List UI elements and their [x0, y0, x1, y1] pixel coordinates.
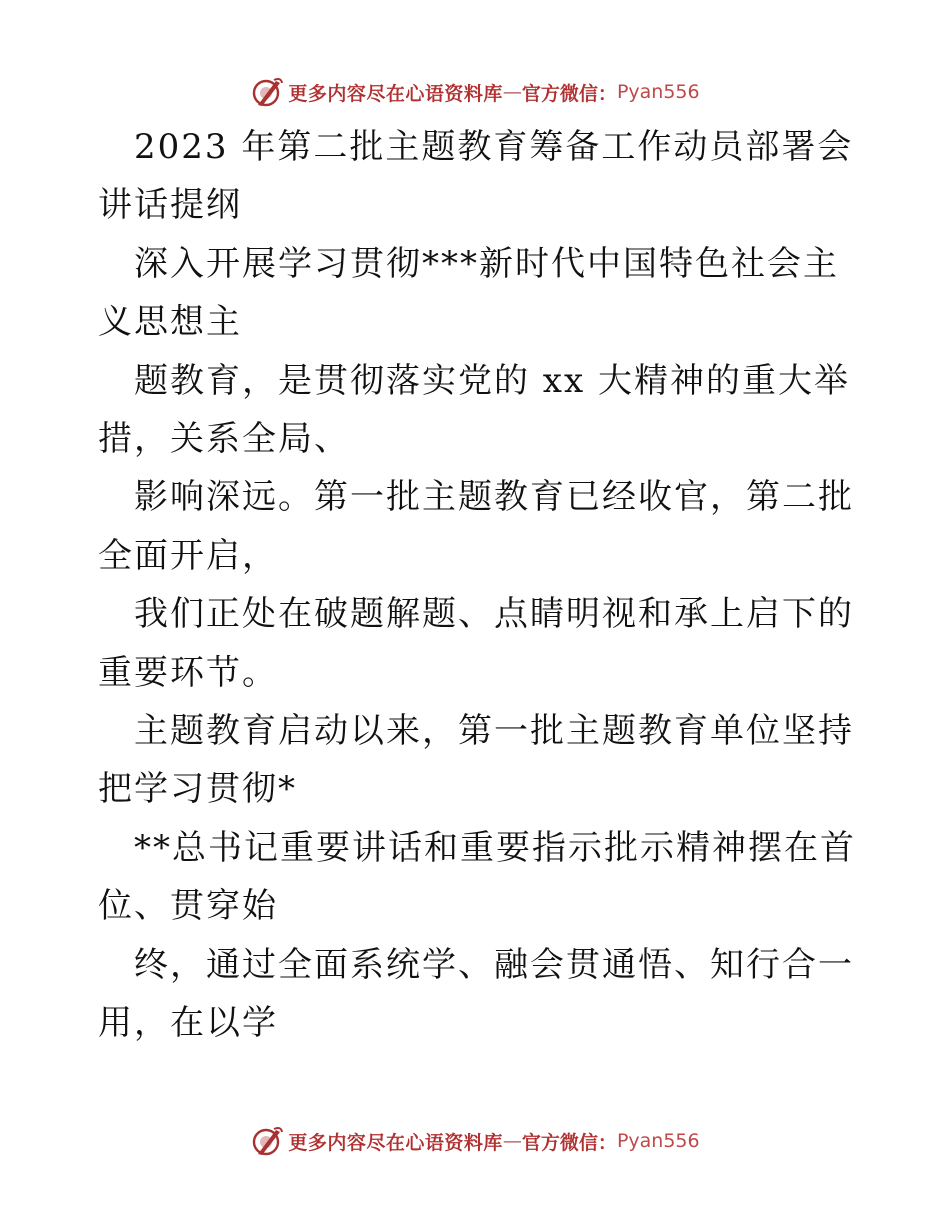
paragraph: 我们正处在破题解题、点睛明视和承上启下的重要环节。 [98, 594, 854, 693]
paragraph: 影响深远。第一批主题教育已经收官，第二批全面开启， [98, 477, 854, 576]
watermark-header [0, 72, 950, 112]
paragraph: **总书记重要讲话和重要指示批示精神摆在首位、贯穿始 [98, 827, 856, 927]
watermark-brand-text: 更多内容尽在心语资料库 [288, 1131, 503, 1154]
paragraph: 终，通过全面系统学、融会贯通悟、知行合一用，在以学 [98, 944, 854, 1044]
paragraph: 主题教育启动以来，第一批主题教育单位坚持把学习贯彻* [98, 711, 854, 810]
quill-logo-icon [250, 75, 284, 109]
quill-logo-icon [250, 1124, 284, 1158]
watermark-brand-text: 更多内容尽在心语资料库 [288, 82, 503, 105]
paragraph: 题教育，是贯彻落实党的 xx 大精神的重大举措，关系全局、 [98, 360, 850, 460]
document-body [98, 118, 858, 1053]
watermark-footer [0, 1121, 950, 1161]
paragraph: 深入开展学习贯彻***新时代中国特色社会主义思想主 [98, 243, 839, 343]
watermark-dash: — [502, 81, 522, 103]
watermark-handle: Pyan556 [616, 1130, 700, 1152]
watermark-dash: — [502, 1130, 522, 1152]
watermark-official-label: 官方微信： [521, 1131, 617, 1154]
watermark-official-label: 官方微信： [521, 82, 617, 105]
watermark-handle: Pyan556 [616, 81, 700, 103]
document-title: 2023 年第二批主题教育筹备工作动员部署会讲话提纲 [98, 127, 854, 226]
